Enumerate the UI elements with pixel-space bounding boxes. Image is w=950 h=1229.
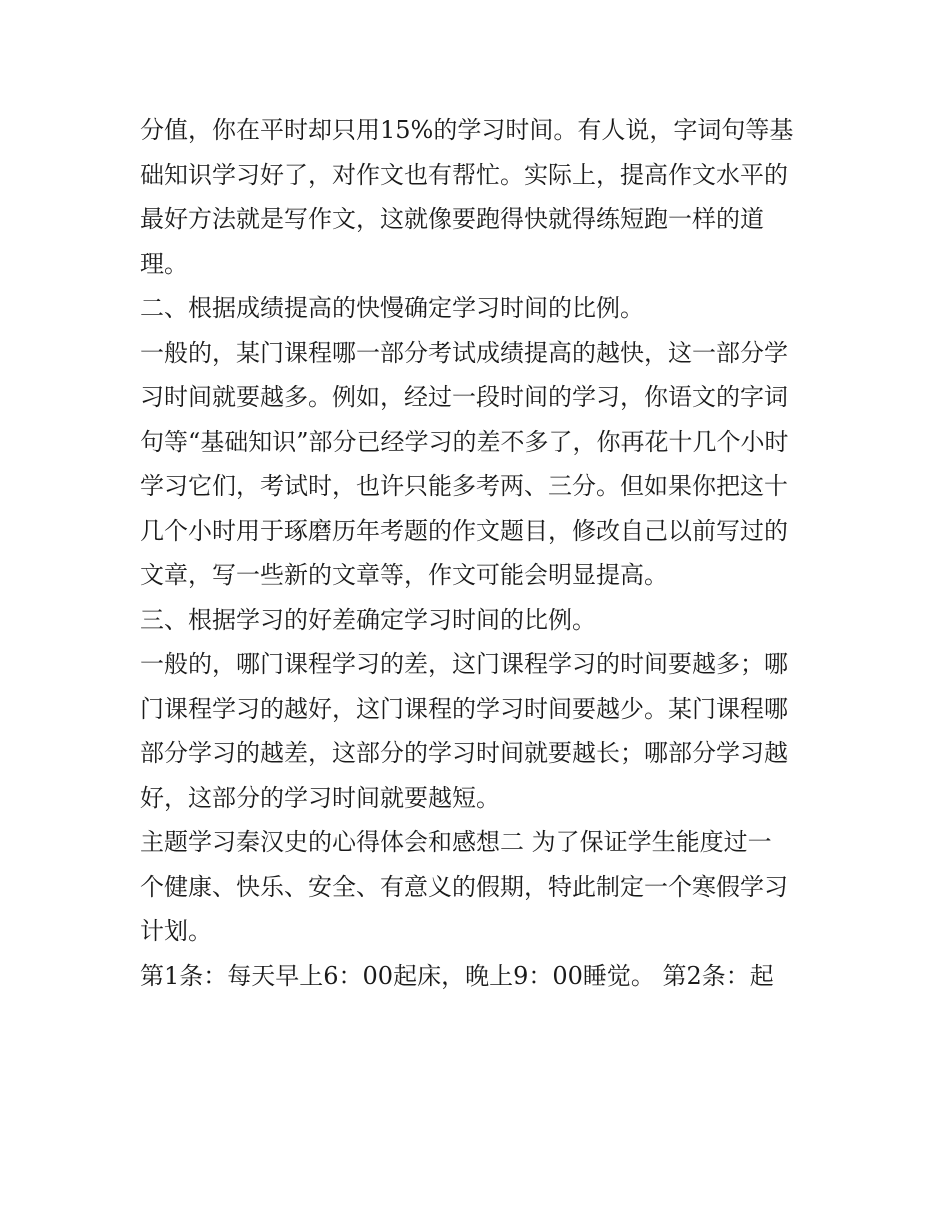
text-line: 最好方法就是写作文，这就像要跑得快就得练短跑一样的道 — [140, 205, 764, 233]
text-line: 理。 — [140, 249, 188, 278]
text-line: 学习它们，考试时，也许只能多考两、三分。但如果你把这十 — [140, 472, 788, 500]
text-line: 础知识学习好了，对作文也有帮忙。实际上，提高作文水平的 — [140, 160, 788, 189]
text-line: 习时间就要越多。例如，经过一段时间的学习，你语文的字词 — [140, 383, 788, 411]
text-line: 计划。 — [140, 917, 212, 945]
text-line: 第1条：每天早上6：00起床，晚上9：00睡觉。 第2条：起 — [140, 961, 774, 990]
document-body — [140, 108, 820, 998]
text-line: 一般的，某门课程哪一部分考试成绩提高的越快，这一部分学 — [140, 338, 788, 367]
text-line: 文章，写一些新的文章等，作文可能会明显提高。 — [140, 561, 668, 589]
text-line: 几个小时用于琢磨历年考题的作文题目，修改自己以前写过的 — [140, 516, 788, 545]
text-line: 个健康、快乐、安全、有意义的假期，特此制定一个寒假学习 — [140, 872, 788, 901]
text-line: 句等“基础知识”部分已经学习的差不多了，你再花十几个小时 — [140, 427, 789, 456]
text-line: 部分学习的越差，这部分的学习时间就要越长；哪部分学习越 — [140, 739, 788, 767]
text-line: 好，这部分的学习时间就要越短。 — [140, 783, 500, 812]
text-line: 分值，你在平时却只用15%的学习时间。有人说，字词句等基 — [140, 116, 794, 144]
text-line: 一般的，哪门课程学习的差，这门课程学习的时间要越多；哪 — [140, 650, 788, 678]
section-heading: 三、根据学习的好差确定学习时间的比例。 — [140, 605, 596, 634]
text-line: 主题学习秦汉史的心得体会和感想二 为了保证学生能度过一 — [140, 828, 772, 856]
text-line: 门课程学习的越好，这门课程的学习时间要越少。某门课程哪 — [140, 694, 788, 723]
section-heading: 二、根据成绩提高的快慢确定学习时间的比例。 — [140, 294, 644, 322]
